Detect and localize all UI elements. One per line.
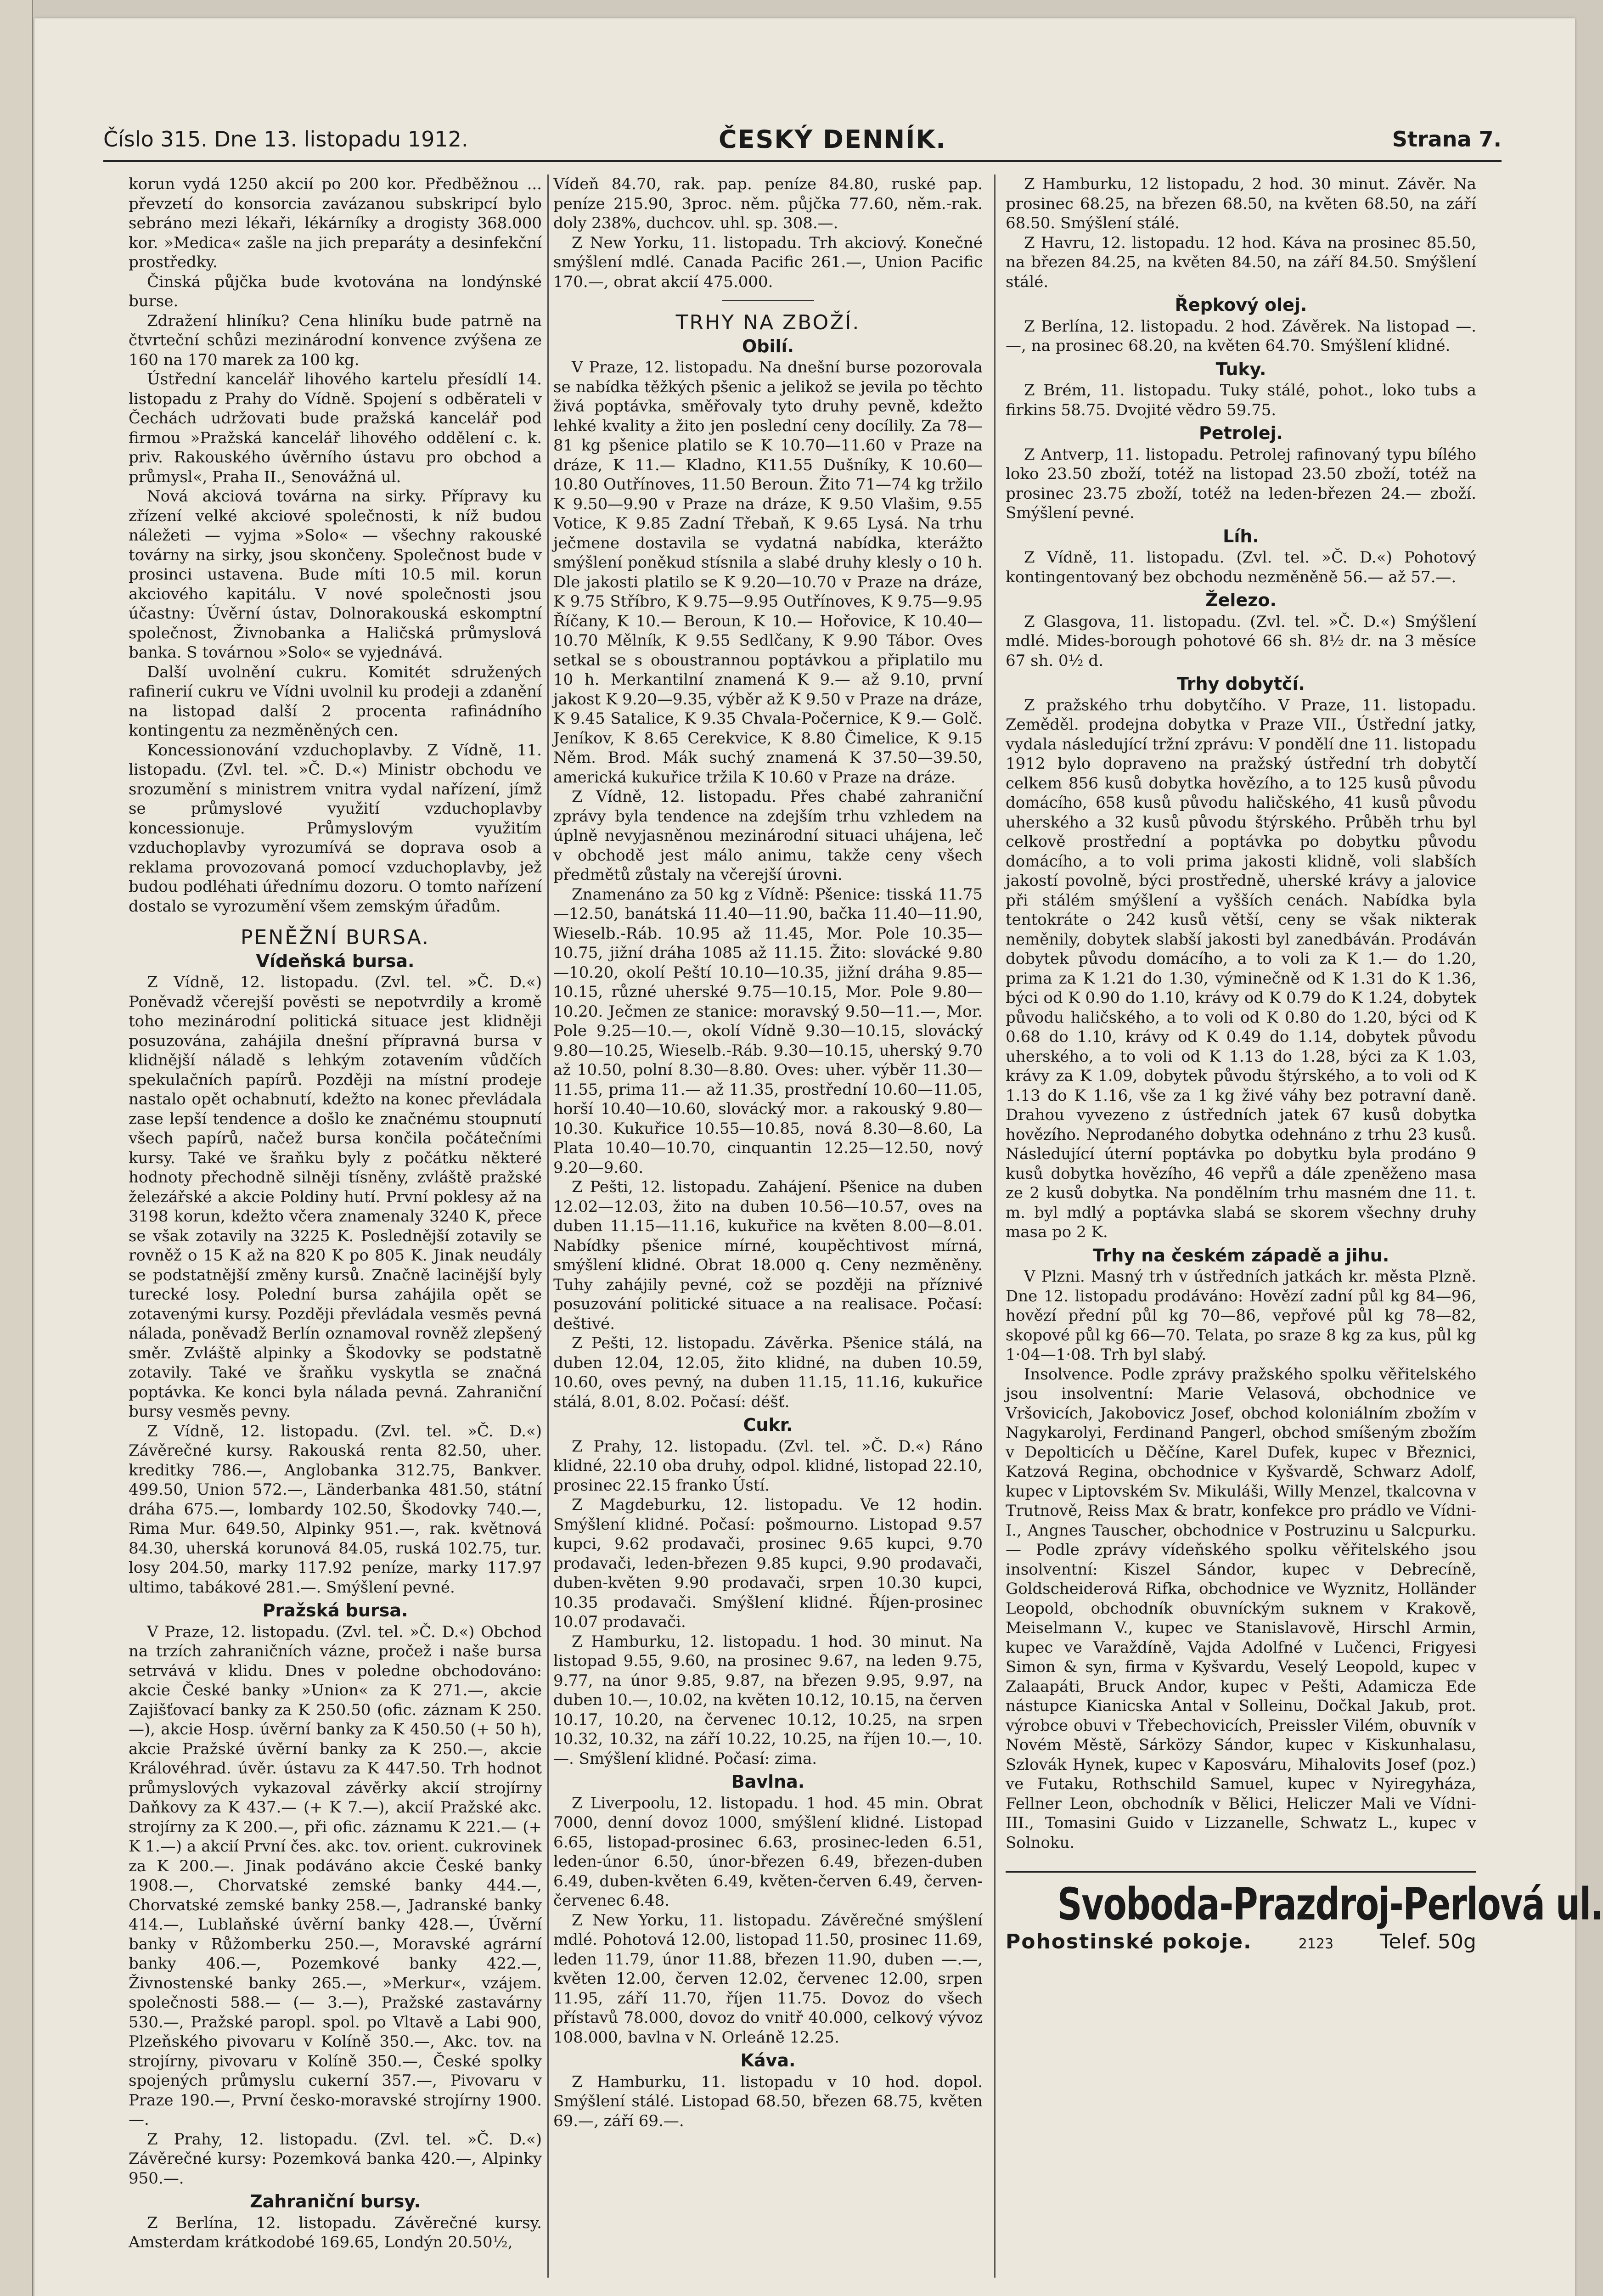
report-paragraph: Z Antverp, 11. listopadu. Petrolej rafinovaný typu bílého loko 23.50 zboží, totéž na listopad 23.50 zboží, totéž na prosinec 23.75 zboží, totéž na leden-březen 24.— zboží. Smýšlení pevné. — [1006, 445, 1476, 522]
masthead-title: ČESKÝ DENNÍK. — [719, 125, 946, 154]
page-header — [103, 123, 1502, 162]
ad-code: 2123 — [1298, 1936, 1334, 1952]
report-paragraph: Z Glasgova, 11. listopadu. (Zvl. tel. »Č. D.«) Smýšlení mdlé. Mides-borough pohotové 66 sh. 8½ dr. na 3 měsíce 67 sh. 0½ d. — [1006, 612, 1476, 670]
news-item: Zdražení hliníku? Cena hliníku bude patrně na čtvrteční schůzi mezinárodní konvence zvýšena ze 160 na 170 marek za 100 kg. — [129, 311, 542, 369]
subsection-heading: Pražská bursa. — [262, 1600, 408, 1621]
subsection-heading: Trhy na českém západě a jihu. — [1092, 1245, 1389, 1266]
report-paragraph: Z Prahy, 12. listopadu. (Zvl. tel. »Č. D.«) Závěrečné kursy: Pozemková banka 420.—, Alpinky 950.—. — [129, 2130, 542, 2188]
report-paragraph: Z Pešti, 12. listopadu. Zahájení. Pšenice na duben 12.02—12.03, žito na duben 10.56—10.57, oves na duben 11.15—11.16, kukuřice na květen 8.00—8.01. Nabídky pšenice mírné, koupěchtivost mírná, smýšlení klidné. Obrat 18.000 q. Ceny nezměněny. Tuhy zahájily pevné, což se později na příznivé posuzování politické situace a na realisace. Počasí: deštivé. — [553, 1178, 983, 1333]
report-paragraph: Z Berlína, 12. listopadu. Závěrečné kursy. Amsterdam krátkodobé 169.65, Londýn 20.50½, — [129, 2213, 542, 2251]
subsection-heading: Cukr. — [743, 1415, 793, 1435]
ad-brand: Svoboda-Prazdroj-Perlová ul. — [1057, 1879, 1603, 1930]
section-heading: PENĚŽNÍ BURSA. — [240, 926, 430, 949]
issue-line: Číslo 315. Dne 13. listopadu 1912. — [103, 127, 468, 152]
subsection-heading: Petrolej. — [1199, 423, 1283, 443]
report-paragraph: Z Hamburku, 11. listopadu v 10 hod. dopol. Smýšlení stálé. Listopad 68.50, březen 68.75, květen 69.—, září 69.—. — [553, 2072, 983, 2130]
ad-label: Pohostinské pokoje. — [1006, 1930, 1252, 1953]
column-rule — [994, 174, 996, 2278]
subsection-heading: Zahraniční bursy. — [250, 2191, 421, 2212]
subsection-heading: Vídeňská bursa. — [256, 951, 415, 971]
report-paragraph: V Plzni. Masný trh v ústředních jatkách kr. města Plzně. Dne 12. listopadu prodáváno: Hovězí zadní půl kg 84—96, hovězí přední půl kg 70—86, vepřové půl kg 78—82, skopové půl kg 66—70. Telata, po sraze 8 kg za kus, půl kg 1·04—1·08. Trh byl slabý. — [1006, 1267, 1476, 1364]
report-paragraph: Z Liverpoolu, 12. listopadu. 1 hod. 45 min. Obrat 7000, denní dovoz 1000, smýšlení klidné. Listopad 6.65, listopad-prosinec 6.63, prosinec-leden 6.51, leden-únor 6.50, únor-březen 6.49, březen-duben 6.49, duben-květen 6.49, květen-červen 6.49, červen-červenec 6.48. — [553, 1794, 983, 1910]
subsection-heading: Obilí. — [742, 336, 794, 356]
report-paragraph: Z Hamburku, 12. listopadu. 1 hod. 30 minut. Na listopad 9.55, 9.60, na prosinec 9.67, na leden 9.75, 9.77, na únor 9.85, 9.87, na březen 9.95, 9.97, na duben 10.—, 10.02, na květen 10.12, 10.15, na červen 10.17, 10.20, na červenec 10.12, 10.25, na srpen 10.32, 10.32, na září 10.22, 10.25, na říjen 10.—, 10.—. Smýšlení klidné. Počasí: zima. — [553, 1632, 983, 1768]
divider — [722, 300, 814, 301]
subsection-heading: Trhy dobytčí. — [1177, 674, 1305, 694]
report-paragraph: V Praze, 12. listopadu. (Zvl. tel. »Č. D.«) Obchod na trzích zahraničních vázne, pročež i naše bursa setrvává v klidu. Dnes v poledne obchodováno: akcie České banky »Union« za K 271.—, akcie Zajišťovací banky za K 250.50 (ofic. záznam K 250.—), akcie Hosp. úvěrní banky za K 450.50 (+ 50 h), akcie Pražské úvěrní banky za K 250.—, akcie Královéhrad. úvěr. ústavu za K 447.50. Trh hodnot průmyslových vykazoval závěrky akcií strojírny Daňkovy za K 437.— (+ K 7.—), akcií Pražské akc. strojírny za K 200.—, při ofic. záznamu K 221.— (+ K 1.—) a akcií První čes. akc. tov. orient. cukrovinek za K 200.—. Jinak podáváno akcie České banky 1908.—, Chorvatské zemské banky 444.—, Chorvatské zemské banky 258.—, Jadranské banky 414.—, Lublaňské úvěrní banky 428.—, Úvěrní banky v Růžomberku 250.—, Moravské agrární banky 406.—, Pozemkové banky 422.—, Živnostenské banky 265.—, »Merkur«, vzájem. společnosti 588.— (— 3.—), Pražské zastavárny 530.—, Pražské paropl. spol. po Vltavě a Labi 900, Plzeňského pivovaru v Kolíně 350.—, Akc. tov. na strojírny, pivovaru v Kolíně 350.—, České spolky spojených průmyslu cukerní 357.—, Pivovaru v Praze 190.—, První česko-moravské strojírny 1900.—. — [129, 1622, 542, 2129]
report-paragraph: Z Hamburku, 12 listopadu, 2 hod. 30 minut. Závěr. Na prosinec 68.25, na březen 68.50, na květen 68.50, na září 68.50. Smýšlení stálé. — [1006, 175, 1476, 232]
report-paragraph: Z New Yorku, 11. listopadu. Závěrečné smýšlení mdlé. Pohotová 12.00, listopad 11.50, prosinec 11.69, leden 11.79, únor 11.88, březen 11.90, duben —.—, květen 12.00, červen 12.02, červenec 12.00, srpen 11.95, září 11.70, říjen 11.75. Dovoz do všech přístavů 78.000, dovoz do vnitř 40.000, celkový vývoz 108.000, bavlna v N. Orleáně 12.25. — [553, 1911, 983, 2047]
column-1 — [129, 174, 542, 2287]
report-paragraph: Z Vídně, 12. listopadu. (Zvl. tel. »Č. D.«) Poněvadž včerejší pověsti se nepotvrdily a kromě toho mezinárodní politická situace jest klidněji posuzována, zahájila dnešní přípravná bursa v klidnější náladě s lehkým zotavením vůdčích spekulačních papírů. Později na místní prodeje nastalo opět ochabnutí, kdežto na konec převládala zase lepší tendence a došlo ke značnému stoupnutí všech papírů, načež bursa končila počátečními kursy. Také ve šraňku byly z počátku některé hodnoty přechodně silněji tísněny, zvláště pražské železářské a akcie Poldiny hutí. První poklesy až na 3198 korun, kdežto včera znamenaly 3240 K, přece se však zotavily na 3225 K. Poslednější zotavily se rovněž o 15 K až na 820 K po 805 K. Jinak neudály se podstatnější změny kursů. Značně lacinější byly turecké losy. Polední bursa zahájila opět se zotavenými kursy. Později převládala vesměs pevná nálada, poněvadž Berlín oznamoval rovněž zlepšený směr. Zvláště alpinky a Škodovky se podstatně zotavily. Také ve šraňku vyskytla se značná poptávka. Ke konci byla nálada pevná. Zahraniční bursy vesměs pevny. — [129, 973, 542, 1421]
page-number: Strana 7. — [1392, 127, 1502, 152]
subsection-heading: Bavlna. — [731, 1772, 805, 1792]
news-item: Nová akciová továrna na sirky. Přípravy ku zřízení velké akciové společnosti, k níž budou náležeti — vyjma »Solo« — všechny rakouské továrny na sirky, jsou skončeny. Společnost bude v prosinci ustavena. Bude míti 10.5 mil. korun akciového kapitálu. V nové společnosti jsou účastny: Úvěrní ústav, Dolnorakouská eskomptní společnost, Živnobanka a Haličská průmyslová banka. S továrnou »Solo« se vyjednává. — [129, 487, 542, 662]
news-item: Další uvolnění cukru. Komitét sdružených rafinerií cukru ve Vídni uvolnil ku prodeji a zdanění na listopad další 2 procenta rafinádního kontingentu za nezměněných cen. — [129, 663, 542, 740]
subsection-heading: Tuky. — [1215, 359, 1266, 379]
report-paragraph: Z Vídně, 12. listopadu. (Zvl. tel. »Č. D.«) Závěrečné kursy. Rakouská renta 82.50, uher. kreditky 786.—, Anglobanka 312.75, Bankver. 499.50, Union 572.—, Länderbanka 481.50, státní dráha 675.—, lombardy 102.50, Škodovky 740.—, Rima Mur. 649.50, Alpinky 951.—, rak. květnová 84.30, uherská korunová 84.05, ruská 102.75, tur. losy 204.50, marky 117.92 peníze, marky 117.97 ultimo, tabákové 281.—. Smýšlení pevné. — [129, 1422, 542, 1597]
page-edge — [0, 0, 33, 2296]
news-item: Koncessionování vzduchoplavby. Z Vídně, 11. listopadu. (Zvl. tel. »Č. D.«) Ministr obchodu ve srozumění s ministrem vnitra vydal nařízení, jímž se průmyslové využití vzduchoplavby koncessionuje. Průmyslovým využitím vzduchoplavby vyrozumívá se doprava osob a reklama provozovaná pomocí vzduchoplavby, jež budou podléhati úřednímu dozoru. O tomto nařízení dostalo se vyrozumění všem zemským úřadům. — [129, 741, 542, 916]
report-paragraph: Z Havru, 12. listopadu. 12 hod. Káva na prosinec 85.50, na březen 84.25, na květen 84.50, na září 84.50. Smýšlení stálé. — [1006, 233, 1476, 291]
news-item: Činská půjčka bude kvotována na londýnské burse. — [129, 272, 542, 310]
subsection-heading: Řepkový olej. — [1175, 295, 1307, 315]
subsection-heading: Líh. — [1223, 526, 1259, 546]
report-paragraph: Z pražského trhu dobytčího. V Praze, 11. listopadu. Zeměděl. prodejna dobytka v Praze VII., Ústřední jatky, vydala následující tržní zprávu: V pondělí dne 11. listopadu 1912 bylo dopraveno na pražský ústřední trh dobytčí celkem 856 kusů dobytka hovězího, a to 125 kusů původu domácího, 658 kusů původu haličského, 41 kusů původu uherského a 32 kusů původu štýrského. Průběh trhu byl celkově prostřední a poptávka po dobytku původu domácího, a to voli prima jakosti klidně, voli slabších jakostí povolně, býci prostředně, uherské krávy a jalovice při stálém smýšlení a vyšších cenách. Nabídka byla tentokráte o 242 kusů větší, ceny se však nikterak neměnily, dobytek slabší jakosti byl zanedbáván. Prodáván dobytek původu domácího, a to voli za K 1.— do 1.20, prima za K 1.21 do 1.30, výminečně od K 1.31 do K 1.36, býci od K 0.90 do 1.10, krávy od K 0.79 do K 1.24, dobytek původu haličského, a to voli od K 0.80 do 1.20, býci od K 0.68 do 1.10, krávy od K 0.49 do 1.14, dobytek původu uherského, a to voli od K 1.13 do 1.28, býci za K 1.03, krávy za K 1.09, dobytek původu štýrského, a to voli od K 1.13 do K 1.16, vše za 1 kg živé váhy bez potravní daně. Drahou vyvezeno z ústředních jatek 67 kusů dobytka hovězího. Neprodaného dobytka odehnáno z trhu 23 kusů. Následující úterní poptávka po dobytku byla prodáno 9 kusů dobytka hovězího, 46 vepřů a dále zpeněženo masa ze 2 kusů dobytka. Na pondělním trhu masném dne 11. t. m. byl mdlý a poptávka slabá se skorem všechny druhy masa po 2 K. — [1006, 696, 1476, 1241]
column-2 — [553, 174, 983, 2287]
advertisement — [1006, 1871, 1603, 1954]
report-paragraph: Z Pešti, 12. listopadu. Závěrka. Pšenice stálá, na duben 12.04, 12.05, žito klidné, na duben 10.59, 10.60, oves pevný, na duben 11.15, 11.16, kukuřice stálá, 8.01, 8.02. Počasí: déšť. — [553, 1334, 983, 1411]
section-heading: TRHY NA ZBOŽÍ. — [675, 311, 861, 334]
report-paragraph: Z Magdeburku, 12. listopadu. Ve 12 hodin. Smýšlení klidné. Počasí: pošmourno. Listopad 9.57 kupci, 9.62 prodavači, prosinec 9.65 kupci, 9.70 prodavači, leden-březen 9.85 kupci, 9.90 prodavači, duben-květen 9.90 prodavači, srpen 10.30 kupci, 10.35 prodavači. Smýšlení klidné. Říjen-prosinec 10.07 prodavači. — [553, 1496, 983, 1631]
report-paragraph: Z Vídně, 12. listopadu. Přes chabé zahraniční zprávy byla tendence na zdejším trhu vzhledem na úplně nevyjasněnou mezinárodní situaci uhájena, leč v obchodě jest málo animu, takže ceny všech předmětů zůstaly na včerejší úrovni. — [553, 788, 983, 884]
ad-footer — [1006, 1932, 1476, 1954]
report-paragraph: Z Brém, 11. listopadu. Tuky stálé, pohot., loko tubs a firkins 58.75. Dvojité vědro 59.75. — [1006, 381, 1476, 419]
report-paragraph: Vídeň 84.70, rak. pap. peníze 84.80, ruské pap. peníze 215.90, 3proc. něm. půjčka 77.60, něm.-rak. doly 238%, duchcov. uhl. sp. 308.—. — [553, 175, 983, 232]
column-3 — [1006, 174, 1603, 2287]
report-paragraph: Z New Yorku, 11. listopadu. Trh akciový. Konečné smýšlení mdlé. Canada Pacific 261.—, Union Pacific 170.—, obrat akcií 475.000. — [553, 233, 983, 291]
article-paragraph: korun vydá 1250 akcií po 200 kor. Předběžnou ... převzetí do konsorcia zavázanou subskripcí bylo sebráno mezi lékaři, lékárníky a drogisty 368.000 kor. »Medica« zašle na jich preparáty a desinfekční prostředky. — [129, 175, 542, 271]
report-paragraph: Z Berlína, 12. listopadu. 2 hod. Závěrek. Na listopad —.—, na prosinec 68.20, na květen 64.70. Smýšlení klidné. — [1006, 317, 1476, 355]
insolvence-paragraph: Insolvence. Podle zprávy pražského spolku věřitelského jsou insolventní: Marie Velasová, obchodnice ve Vršovicích, Jakobovicz Josef, obchod koloniálním zbožím v Nagykarolyi, Ferdinand Pangerl, obchod smíšeným zbožím v Depolticích u Děčíne, Karel Dufek, kupec v Březnici, Katzová Regina, obchodnice v Kyšvardě, Schwarz Adolf, kupec v Liptovském Sv. Mikuláši, Willy Menzel, tkalcovna v Trutnově, Reiss Max & bratr, konfekce pro prádlo ve Vídni-I., Angnes Tauscher, obchodnice v Postruzinu u Salcpurku. — Podle zprávy vídeňského spolku věřitelského jsou insolventní: Kiszel Sándor, kupec v Debrecíně, Goldscheiderová Rifka, obchodnice ve Wyznitz, Holländer Leopold, obchodník obuvníckým suknem v Krakově, Meiselmann V., kupec ve Stanislavově, Hirschl Armin, kupec ve Varaždíně, Vajda Adolfné v Lučenci, Frigyesi Simon & syn, firma v Kyšvardu, Veselý Leopold, kupec v Zalaapáti, Bruck Andor, kupec v Pešti, Adamicza Ede nástupce Kianicska Antal v Solleinu, Dočkal Jakub, prot. výrobce obuvi v Třebechovicích, Preissler Vilém, obuvník v Novém Městě, Sárközy Sándor, kupec v Kiskunhalasu, Szlovák Hynek, kupec v Kaposváru, Mihalovits Josef (poz.) ve Futaku, Rothschild Samuel, kupec v Nyiregyháza, Fellner Leon, obchodník v Bělici, Heliczer Mali ve Vídni-III., Tomasini Guido v Lizzanelle, Schwatz L., kupec v Solnoku. — [1006, 1365, 1476, 1852]
column-rule — [547, 174, 549, 2278]
news-item: Ústřední kancelář lihového kartelu přesídlí 14. listopadu z Prahy do Vídně. Spojení s odběrateli v Čechách udržovati bude pražská kancelář pod firmou »Pražská kancelář lihového oddělení c. k. priv. Rakouského úvěrního ústavu pro obchod a průmysl«, Praha II., Senovážná ul. — [129, 370, 542, 486]
ad-phone: Telef. 50g — [1380, 1930, 1476, 1953]
report-paragraph: V Praze, 12. listopadu. Na dnešní burse pozorovala se nabídka těžkých pšenic a jelikož se jevila po těchto živá poptávka, směřovaly tyto druhy pevně, kdežto lehké kvality a žito jen poslední ceny docílily. Za 78—81 kg pšenice platilo se K 10.70—11.60 v Praze na dráze, K 11.— Kladno, K11.55 Dušníky, K 10.60—10.80 Outřínoves, 11.50 Beroun. Žito 71—74 kg tržilo K 9.50—9.90 v Praze na dráze, K 9.50 Vlašim, 9.55 Votice, K 9.85 Zadní Třebaň, K 9.65 Lysá. Na trhu ječmene dostavila se vydatná nabídka, kterážto smýšlení poněkud stísnila a slabé druhy klesly o 10 h. Dle jakosti platilo se K 9.20—10.70 v Praze na dráze, K 9.75 Stříbro, K 9.75—9.95 Outřínoves, K 9.75—9.95 Říčany, K 10.— Beroun, K 10.— Hořovice, K 10.40—10.70 Mělník, K 9.55 Sedlčany, K 9.90 Tábor. Oves setkal se s oboustrannou poptávkou a připlatilo mu 10 h. Merkantilní znamená K 9.— až 9.10, první jakost K 9.20—9.35, výběr až K 9.50 v Praze na dráze, K 9.45 Satalice, K 9.35 Chvala-Počernice, K 9.— Golč. Jeníkov, K 8.65 Cerekvice, K 8.80 Čimelice, K 9.15 Něm. Brod. Mák suchý znamená K 37.50—39.50, americká kukuřice tržila K 10.60 v Praze na dráze. — [553, 358, 983, 787]
report-paragraph: Z Prahy, 12. listopadu. (Zvl. tel. »Č. D.«) Ráno klidné, 22.10 oba druhy, odpol. klidné, listopad 22.10, prosinec 22.15 franko Ústí. — [553, 1437, 983, 1495]
report-paragraph: Z Vídně, 11. listopadu. (Zvl. tel. »Č. D.«) Pohotový kontingentovaný bez obchodu nezměněně 56.— až 57.—. — [1006, 548, 1476, 586]
subsection-heading: Železo. — [1205, 590, 1277, 610]
report-paragraph: Znamenáno za 50 kg z Vídně: Pšenice: tisská 11.75—12.50, banátská 11.40—11.90, bačka 11.40—11.90, Wieselb.-Ráb. 10.95 až 11.45, Mor. Pole 10.35—10.75, jižní dráha 1085 až 11.15. Žito: slovácké 9.80—10.20, okolí Peští 10.10—10.35, jižní dráha 9.85—10.15, různé uherské 9.75—10.15, Mor. Pole 9.80—10.20. Ječmen ze stanice: moravský 9.50—11.—, Mor. Pole 9.25—10.—, okolí Vídně 9.30—10.15, slovácký 9.80—10.25, Wieselb.-Ráb. 9.30—10.15, uherský 9.70 až 10.50, polní 8.30—8.80. Oves: uher. výběr 11.30—11.55, prima 11.— až 11.35, prostřední 10.60—11.05, horší 10.40—10.60, slovácký mor. a rakouský 9.80—10.30. Kukuřice 10.55—10.85, nová 8.30—8.60, La Plata 10.40—10.70, cinquantin 12.25—12.50, nový 9.20—9.60. — [553, 885, 983, 1177]
subsection-heading: Káva. — [740, 2050, 796, 2071]
